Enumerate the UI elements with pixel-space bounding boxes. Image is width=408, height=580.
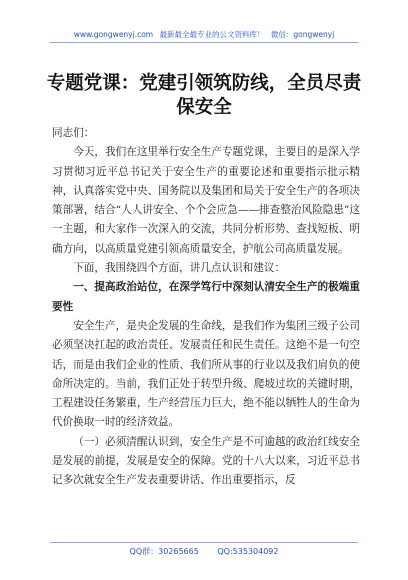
section-heading-1: 一、提高政治站位，在深学笃行中深刻认清安全生产的极端重要性 <box>52 281 360 313</box>
salutation: 同志们： <box>52 127 95 139</box>
qq-number: QQ:535304092 <box>217 547 279 556</box>
site-url[interactable]: www.gongwenyj.com <box>73 30 154 39</box>
page-header <box>60 29 348 41</box>
page-footer <box>60 545 348 559</box>
header-divider <box>50 42 358 43</box>
document-body <box>52 124 360 491</box>
document-title: 专题党课：党建引领筑防线，全员尽责保安全 <box>46 73 362 118</box>
paragraph-subsection1: （一）必须清醒认识到，安全生产是不可逾越的政治红线安全是发展的前提，发展是安全的保障。党的十八大以来，习近平总书记多次就安全生产发表重要讲话、作出重要指示，反 <box>52 435 360 487</box>
paragraph-intro: 今天，我们在这里举行安全生产专题党课，主要目的是深入学习贯彻习近平总书记关于安全生产的重要论述和重要指示批示精神，认真落实党中央、国务院以及集团和局关于安全生产的各项决策部署，结合“人人讲安全、个个会应急——排查整治风险隐患”这一主题，和大家作一次深入的交流，共同分析形势、查找短板、明确方向，以高质量党建引领高质量安全，护航公司高质量发展。 <box>52 146 360 255</box>
qq-group: QQ群：30265665 <box>129 547 199 556</box>
wechat-id: 微信：gongwenyj <box>270 30 335 39</box>
paragraph-outline: 下面，我围绕四个方面，讲几点认识和建议： <box>73 262 286 275</box>
footer-divider <box>50 542 358 543</box>
paragraph-section1: 安全生产，是央企发展的生命线，是我们作为集团三级子公司必须坚决扛起的政治责任、发展责任和民生责任。这绝不是一句空话，而是由我们企业的性质、我们所从事的行业以及我们肩负的使命所决定的。当前，我们正处于转型升级、爬坡过坎的关键时期，工程建设任务繁重，生产经营压力巨大，绝不能以牺牲人的生命为代价换取一时的经济效益。 <box>52 319 360 429</box>
site-slogan: 最新最全最专业的公文资料库！ <box>159 30 265 39</box>
